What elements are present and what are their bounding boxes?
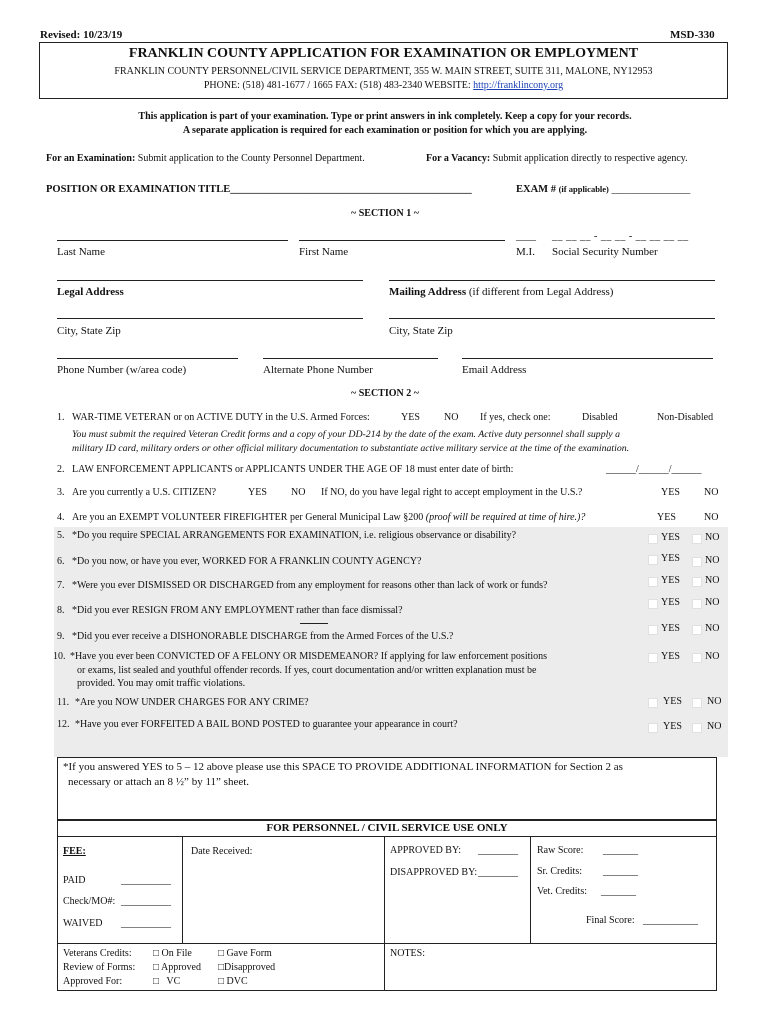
additional-info-line-2: necessary or attach an 8 ½” by 11” sheet. — [68, 776, 250, 788]
q4-no[interactable]: NO — [704, 512, 719, 523]
q7-no-checkbox[interactable] — [692, 577, 702, 587]
website-link[interactable]: http://franklincony.org — [473, 80, 564, 91]
contact-line — [39, 80, 728, 91]
page-title: FRANKLIN COUNTY APPLICATION FOR EXAMINATION OR EMPLOYMENT — [128, 46, 639, 61]
approved-option-label: Approved — [161, 962, 201, 973]
q12-yes-checkbox[interactable] — [648, 723, 658, 733]
q1-note-1: You must submit the required Veteran Credit forms and a copy of your DD-214 by the date of the exam. Active duty personnel shall supply a — [72, 429, 621, 440]
q1-yes[interactable]: YES — [401, 412, 420, 423]
legal-address-label: Legal Address — [57, 286, 124, 298]
checkbox-icon: □ — [153, 948, 160, 959]
mi-label: M.I. — [516, 246, 535, 258]
q11-text: *Are you NOW UNDER CHARGES FOR ANY CRIME? — [75, 697, 309, 708]
q6-text: *Do you now, or have you ever, WORKED FOR A FRANKLIN COUNTY AGENCY? — [72, 556, 422, 567]
q1-number: 1. — [57, 412, 65, 423]
vc-option[interactable] — [153, 976, 180, 987]
approved-option[interactable] — [153, 962, 201, 973]
checkbox-icon: □ — [153, 976, 160, 987]
vacancy-instruction-text: Submit application directly to respective agency. — [490, 153, 688, 164]
first-name-line[interactable] — [299, 240, 505, 241]
q8-yes-checkbox[interactable] — [648, 599, 658, 609]
q12-no-checkbox[interactable] — [692, 723, 702, 733]
q11-yes[interactable]: YES — [663, 696, 682, 707]
q10-yes-checkbox[interactable] — [648, 653, 658, 663]
q3-text-2: If NO, do you have legal right to accept employment in the U.S.? — [321, 487, 583, 498]
paid-label: PAID — [63, 875, 86, 886]
section-2-title: ~ SECTION 2 ~ — [351, 388, 419, 399]
disapproved-option[interactable] — [218, 962, 275, 973]
intro-line-1: This application is part of your examination. Type or print answers in ink completely. Keep a copy for your records. — [138, 111, 632, 122]
checkbox-icon: □ — [218, 948, 225, 959]
office-title-divider — [57, 836, 717, 837]
city-state-zip-label-1: City, State Zip — [57, 325, 121, 337]
q5-yes[interactable]: YES — [661, 532, 680, 543]
vet-credits-label: Vet. Credits: — [537, 886, 587, 897]
exam-number-label: EXAM # — [516, 184, 556, 195]
vet-credits-line[interactable]: _______ — [601, 886, 636, 897]
revised-date: Revised: 10/23/19 — [40, 29, 123, 41]
disapproved-by-line[interactable]: ________ — [478, 867, 518, 878]
position-title-label: POSITION OR EXAMINATION TITLE — [46, 184, 231, 195]
gave-form-label: Gave Form — [226, 948, 272, 959]
q10-text-2: or exams, list sealed and youthful offender records. If yes, court documentation and/or written explanation must be — [77, 665, 537, 676]
approved-by-label: APPROVED BY: — [390, 845, 462, 856]
q1-no[interactable]: NO — [444, 412, 459, 423]
intro-line-2: A separate application is required for each examination or position for which you are applying. — [182, 125, 588, 136]
q11-no[interactable]: NO — [707, 696, 722, 707]
q6-number: 6. — [57, 556, 65, 567]
q8-number: 8. — [57, 605, 65, 616]
department-address: FRANKLIN COUNTY PERSONNEL/CIVIL SERVICE DEPARTMENT, 355 W. MAIN STREET, SUITE 311, MALONE, NY12953 — [114, 66, 653, 77]
waived-line[interactable]: __________ — [121, 918, 171, 929]
form-number: MSD-330 — [670, 29, 715, 41]
q7-number: 7. — [57, 580, 65, 591]
exam-number-line: _______________ — [611, 184, 691, 195]
q2-text: LAW ENFORCEMENT APPLICANTS or APPLICANTS UNDER THE AGE OF 18 must enter date of birth: — [72, 464, 514, 475]
q9-number: 9. — [57, 631, 65, 642]
q12-no[interactable]: NO — [707, 721, 722, 732]
q8-no-checkbox[interactable] — [692, 599, 702, 609]
exam-instruction-text: Submit application to the County Personnel Department. — [135, 153, 365, 164]
q8-no[interactable]: NO — [705, 597, 720, 608]
check-line[interactable]: __________ — [121, 896, 171, 907]
q6-no[interactable]: NO — [705, 555, 720, 566]
email-label: Email Address — [462, 364, 527, 376]
q9-yes-checkbox[interactable] — [648, 625, 658, 635]
exam-instruction-label: For an Examination: — [46, 153, 136, 164]
contact-text: PHONE: (518) 481-1677 / 1665 FAX: (518) 483-2340 WEBSITE: — [203, 80, 474, 91]
phone-line[interactable] — [57, 358, 238, 359]
email-line[interactable] — [462, 358, 713, 359]
mailing-address-line[interactable] — [389, 280, 715, 281]
q10-number: 10. — [53, 651, 66, 662]
mailing-address-label — [389, 286, 613, 298]
q1-non-disabled[interactable]: Non-Disabled — [657, 412, 714, 423]
additional-info-line-1: *If you answered YES to 5 – 12 above please use this SPACE TO PROVIDE ADDITIONAL INFORMATION for Section 2 as — [63, 761, 623, 773]
q5-no-checkbox[interactable] — [692, 534, 702, 544]
q1-disabled[interactable]: Disabled — [582, 412, 618, 423]
q10-no-checkbox[interactable] — [692, 653, 702, 663]
exam-number-note: (if applicable) — [558, 184, 609, 194]
final-score-label: Final Score: — [586, 915, 635, 926]
q3-number: 3. — [57, 487, 65, 498]
notes-label: NOTES: — [390, 948, 425, 959]
dvc-label: DVC — [226, 976, 248, 987]
q12-yes[interactable]: YES — [663, 721, 682, 732]
q4-text-note: (proof will be required at time of hire.)? — [425, 512, 586, 523]
q3-yes-2[interactable]: YES — [661, 487, 680, 498]
position-title-field[interactable] — [46, 184, 472, 195]
on-file-label: On File — [161, 948, 192, 959]
alt-phone-line[interactable] — [263, 358, 438, 359]
q3-no-2[interactable]: NO — [704, 487, 719, 498]
q8-text: *Did you ever RESIGN FROM ANY EMPLOYMENT rather than face dismissal? — [72, 605, 403, 616]
q4-text-main: Are you an EXEMPT VOLUNTEER FIREFIGHTER per General Municipal Law §200 — [72, 512, 426, 523]
sr-credits-label: Sr. Credits: — [537, 866, 583, 877]
sr-credits-line[interactable]: _______ — [603, 866, 638, 877]
q6-no-checkbox[interactable] — [692, 557, 702, 567]
q8-underline — [300, 623, 328, 624]
vc-label: VC — [166, 976, 181, 987]
fee-label: FEE: — [63, 846, 86, 857]
dvc-option[interactable] — [218, 976, 248, 987]
q8-yes[interactable]: YES — [661, 597, 680, 608]
checkbox-icon: □ — [153, 962, 160, 973]
q1-if-yes: If yes, check one: — [480, 412, 551, 423]
alt-phone-label: Alternate Phone Number — [263, 364, 373, 376]
q1-text: WAR-TIME VETERAN or on ACTIVE DUTY in the U.S. Armed Forces: — [72, 412, 370, 423]
city-state-zip-label-2: City, State Zip — [389, 325, 453, 337]
office-use-title: FOR PERSONNEL / CIVIL SERVICE USE ONLY — [266, 822, 508, 834]
last-name-label: Last Name — [57, 246, 105, 258]
divider-1 — [182, 836, 183, 943]
final-score-line[interactable]: ___________ — [643, 915, 698, 926]
q10-text-3: provided. You may omit traffic violations. — [77, 678, 246, 689]
q10-no[interactable]: NO — [705, 651, 720, 662]
q9-no-checkbox[interactable] — [692, 625, 702, 635]
checkbox-icon: □ — [218, 976, 225, 987]
vacancy-instruction — [426, 153, 688, 164]
city-line-2[interactable] — [389, 318, 715, 319]
on-file-option[interactable] — [153, 948, 192, 959]
q2-number: 2. — [57, 464, 65, 475]
exam-number-field[interactable] — [516, 184, 690, 195]
q11-yes-checkbox[interactable] — [648, 698, 658, 708]
q10-text-1: *Have you ever been CONVICTED OF A FELONY OR MISDEMEANOR? If applying for law enforcement positions — [70, 651, 548, 662]
q1-note-2: military ID card, military orders or other official military documentation to substantiate active military service at the time of the examination. — [72, 443, 630, 454]
q10-yes[interactable]: YES — [661, 651, 680, 662]
q4-number: 4. — [57, 512, 65, 523]
q5-text: *Do you require SPECIAL ARRANGEMENTS FOR EXAMINATION, i.e. religious observance or disability? — [72, 530, 517, 541]
q5-number: 5. — [57, 530, 65, 541]
q12-text: *Have you ever FORFEITED A BAIL BOND POSTED to guarantee your appearance in court? — [75, 719, 458, 730]
gave-form-option[interactable] — [218, 948, 272, 959]
q3-text: Are you currently a U.S. CITIZEN? — [72, 487, 217, 498]
q9-text: *Did you ever receive a DISHONORABLE DISCHARGE from the Armed Forces of the U.S.? — [72, 631, 454, 642]
exam-instruction — [46, 153, 365, 164]
raw-score-line[interactable]: _______ — [603, 845, 638, 856]
q2-dob-field[interactable]: ______/______/______ — [606, 464, 702, 475]
q7-no[interactable]: NO — [705, 575, 720, 586]
mailing-address-title: Mailing Address — [389, 286, 467, 298]
position-title-line: ______________________________________________ — [230, 184, 472, 195]
disapproved-option-label: Disapproved — [224, 962, 276, 973]
date-received-label: Date Received: — [191, 846, 253, 857]
veterans-credits-label: Veterans Credits: — [63, 948, 132, 959]
ssn-blank[interactable]: __ __ __ - __ __ - __ __ __ __ — [552, 231, 689, 242]
office-lower-divider — [57, 943, 717, 944]
waived-label: WAIVED — [63, 918, 103, 929]
legal-address-line[interactable] — [57, 280, 363, 281]
q11-no-checkbox[interactable] — [692, 698, 702, 708]
approved-for-label: Approved For: — [63, 976, 123, 987]
mailing-address-note: (if different from Legal Address) — [466, 286, 614, 298]
q3-yes[interactable]: YES — [248, 487, 267, 498]
q9-yes[interactable]: YES — [661, 623, 680, 634]
phone-label: Phone Number (w/area code) — [57, 364, 187, 376]
q4-yes[interactable]: YES — [657, 512, 676, 523]
q7-yes[interactable]: YES — [661, 575, 680, 586]
review-of-forms-label: Review of Forms: — [63, 962, 136, 973]
paid-line[interactable]: __________ — [121, 875, 171, 886]
q11-number: 11. — [57, 697, 70, 708]
q5-yes-checkbox[interactable] — [648, 534, 658, 544]
q7-text: *Were you ever DISMISSED OR DISCHARGED from any employment for reasons other than lack of work or funds? — [72, 580, 548, 591]
q7-yes-checkbox[interactable] — [648, 577, 658, 587]
checkbox-icon: □ — [218, 962, 225, 973]
q4-text — [72, 512, 585, 523]
q6-yes[interactable]: YES — [661, 553, 680, 564]
divider-2 — [384, 836, 385, 991]
q3-no[interactable]: NO — [291, 487, 306, 498]
divider-3 — [530, 836, 531, 943]
mi-blank[interactable]: ____ — [516, 231, 536, 242]
q5-no[interactable]: NO — [705, 532, 720, 543]
first-name-label: First Name — [299, 246, 349, 258]
q9-no[interactable]: NO — [705, 623, 720, 634]
city-line-1[interactable] — [57, 318, 363, 319]
approved-by-line[interactable]: ________ — [478, 845, 518, 856]
q12-number: 12. — [57, 719, 70, 730]
ssn-label: Social Security Number — [552, 246, 658, 258]
raw-score-label: Raw Score: — [537, 845, 584, 856]
disapproved-by-label: DISAPPROVED BY: — [390, 867, 478, 878]
check-label: Check/MO#: — [63, 896, 116, 907]
last-name-line[interactable] — [57, 240, 288, 241]
section-1-title: ~ SECTION 1 ~ — [351, 208, 419, 219]
vacancy-instruction-label: For a Vacancy: — [426, 153, 491, 164]
q6-yes-checkbox[interactable] — [648, 555, 658, 565]
